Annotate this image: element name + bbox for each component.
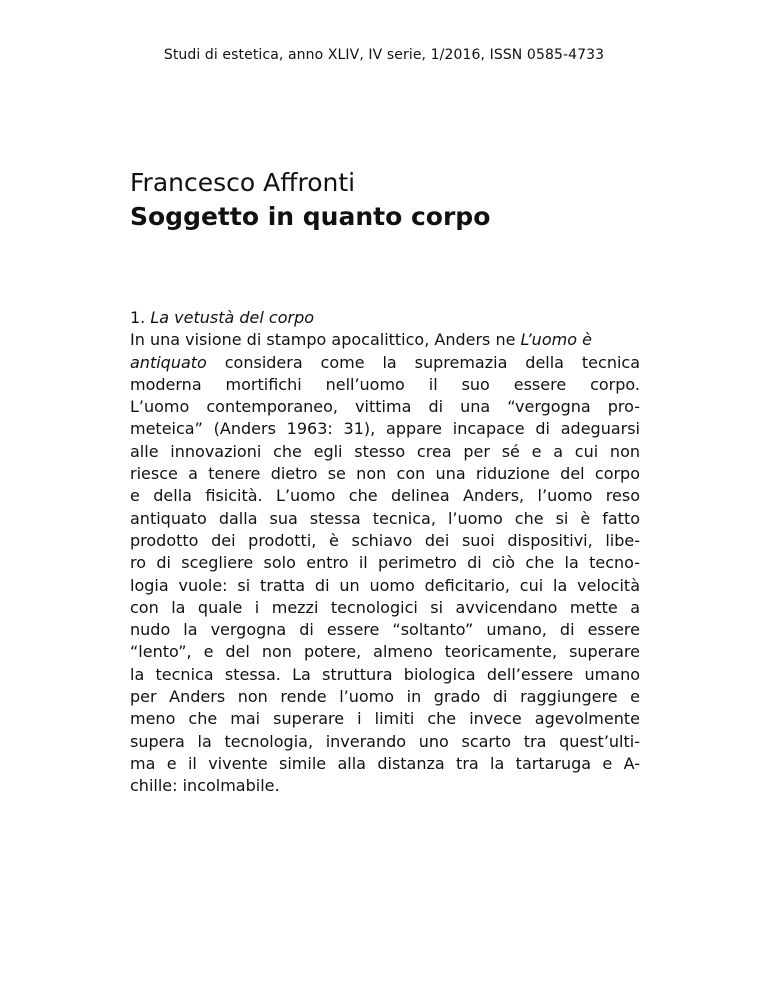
body-line-text: considera come la supremazia della tecnica (224, 352, 641, 372)
body-line: ro di scegliere solo entro il perimetro di ciò che la tecno- (130, 553, 640, 573)
first-line-text: In una visione di stampo apocalittico, Anders ne (130, 330, 521, 350)
body-line (130, 352, 640, 374)
article-title: Soggetto in quanto corpo (130, 202, 491, 231)
body-line: la tecnica stessa. La struttura biologica dell’essere umano (130, 664, 640, 684)
body-line: L’uomo contemporaneo, vittima di una “vergogna pro- (130, 397, 640, 417)
body-line: alle innovazioni che egli stesso crea per sé e a cui non (130, 441, 640, 461)
body-line: “lento”, e del non potere, almeno teoricamente, superare (130, 642, 640, 662)
book-title-part-2: antiquato (130, 352, 207, 372)
body-line: con la quale i mezzi tecnologici si avvicendano mette a (130, 597, 640, 617)
body-line: riesce a tenere dietro se non con una riduzione del corpo (130, 464, 640, 484)
section-number: 1. (130, 308, 146, 327)
body-line: meno che mai superare i limiti che invece agevolmente (130, 709, 640, 729)
body-line: ma e il vivente simile alla distanza tra la tartaruga e A- (130, 753, 640, 773)
body-line (130, 329, 640, 351)
author-name: Francesco Affronti (130, 168, 356, 197)
body-line: e della fisicità. L’uomo che delinea Anders, l’uomo reso (130, 486, 640, 506)
book-title-part-1: L’uomo è (520, 330, 592, 350)
section-title: La vetustà del corpo (150, 308, 315, 327)
section-1 (130, 307, 640, 798)
section-body (130, 329, 640, 797)
body-line: supera la tecnologia, inverando uno scarto tra quest’ulti- (130, 731, 640, 751)
running-header: Studi di estetica, anno XLIV, IV serie, 1/2016, ISSN 0585-4733 (163, 47, 605, 63)
body-line: antiquato dalla sua stessa tecnica, l’uomo che si è fatto (130, 508, 640, 528)
body-line: per Anders non rende l’uomo in grado di raggiungere e (130, 687, 640, 707)
body-line: moderna mortifichi nell’uomo il suo essere corpo. (130, 374, 640, 394)
body-line: chille: incolmabile. (130, 776, 280, 796)
body-line: logia vuole: si tratta di un uomo deficitario, cui la velocità (130, 575, 640, 595)
body-line: nudo la vergogna di essere “soltanto” umano, di essere (130, 620, 640, 640)
section-heading (130, 307, 640, 329)
body-line: prodotto dei prodotti, è schiavo dei suoi dispositivi, libe- (130, 530, 640, 550)
body-line: meteica” (Anders 1963: 31), appare incapace di adeguarsi (130, 419, 640, 439)
